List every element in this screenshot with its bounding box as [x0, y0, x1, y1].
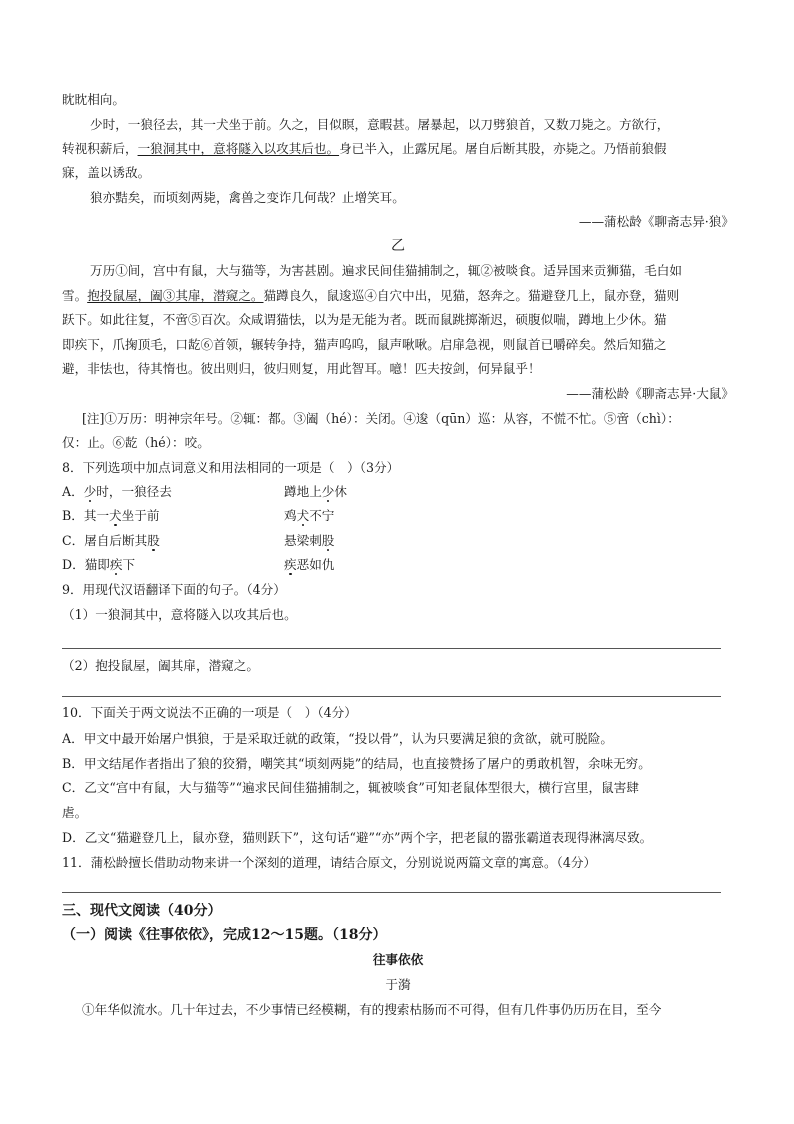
- passage-b-line-3: [62, 311, 734, 328]
- subsection-heading: （一）阅读《往事依依》，完成12～15题。（18分）: [62, 927, 387, 943]
- text-run: 下，爪掬顶毛，口龁⑥首领，辗转争持，猫声呜呜，鼠声啾啾。启扉急视，则鼠首已嚼碎矣。然后知猫之: [87, 337, 667, 352]
- text-run: 不宁: [309, 508, 335, 523]
- question-9-sentence-2: （2）抱投鼠屋，阖其扉，潜窥之。: [62, 658, 259, 673]
- text-run: 鸡: [284, 508, 297, 523]
- question-8-option-c-compare: [284, 532, 334, 549]
- answer-line[interactable]: [62, 648, 721, 649]
- question-10-option-a: A．甲文中最开始屠户惧狼，于是采取迁就的政策，“投以骨”，认为只要满足狼的贪欲，就可脱险。: [62, 731, 613, 746]
- text-run: 坐于前: [121, 508, 160, 523]
- dotted-word: 疾: [74, 337, 88, 352]
- option-label: A．: [62, 484, 84, 499]
- question-8-stem: 8．下列选项中加点词意义和用法相同的一项是（ ）（3分）: [62, 460, 400, 475]
- dotted-word: 股: [321, 533, 335, 548]
- text-run: 跃下。如此往复，不啻⑤百次。众咸谓猫怯，以为是无能为者。既而鼠跳掷渐迟，硕腹似喘，蹲地上少: [62, 312, 629, 327]
- option-label: D．: [62, 557, 85, 572]
- underlined-sentence: 抱投鼠屋，阖③其扉，潜窥之。: [87, 288, 264, 303]
- question-9-sentence-1: （1）一狼洞其中，意将隧入以攻其后也。: [62, 607, 297, 622]
- dotted-word: 犬: [296, 508, 310, 523]
- text-run: 猫即: [84, 557, 110, 572]
- text-run: 屠自后断其: [84, 533, 148, 548]
- question-8-option-a: [62, 483, 172, 500]
- text-run: 休: [334, 484, 347, 499]
- question-8-option-d: [62, 556, 135, 573]
- dotted-word: 少: [83, 484, 97, 499]
- passage-b-source: ——蒲松龄《聊斋志异·大鼠》: [566, 386, 734, 401]
- passage-b-line-2: [62, 287, 734, 304]
- dotted-word: 少: [321, 484, 335, 499]
- passage-a-paragraph-2: 狼亦黠矣，而顷刻两毙，禽兽之变诈几何哉？止增笑耳。: [90, 190, 405, 205]
- text-run: 猫蹲良久，鼠逡巡④自穴中出，见猫，怒奔之。猫避登几上，鼠亦登，猫则: [263, 288, 680, 303]
- dotted-word: 休: [628, 312, 642, 327]
- question-9-stem: 9．用现代汉语翻译下面的句子。（4分）: [62, 582, 286, 597]
- section-heading: 三、现代文阅读（40分）: [62, 903, 222, 919]
- passage-a-paragraph-1-line-3: 寐，盖以诱敌。: [62, 165, 151, 180]
- question-8-option-b-compare: [284, 507, 334, 524]
- passage-b-line-5: 避，非怯也，待其惰也。彼出则归，彼归则复，用此智耳。噫！匹夫按剑，何异鼠乎！: [62, 361, 541, 376]
- passage-b-title: 乙: [391, 238, 405, 254]
- text-run: 悬梁刺: [284, 533, 322, 548]
- article-title: 往事依依: [372, 952, 424, 967]
- option-label: C．: [62, 533, 85, 548]
- text-run: 坐于前。久之，目似瞑，意暇甚。屠暴起，以刀劈狼首，又数刀毙之。方欲行，: [228, 117, 670, 132]
- article-paragraph-1: ①年华似流水。几十年过去，不少事情已经模糊，有的搜索枯肠而不可得，但有几件事仍历历在目，至今: [82, 1002, 662, 1017]
- question-10-option-d: D．乙文“猫避登几上，鼠亦登，猫则跃下”，这句话“避”“亦”两个字，把老鼠的嚣张霸道表现得淋漓尽致。: [62, 830, 653, 845]
- answer-line[interactable]: [62, 696, 721, 697]
- dotted-word: 犬: [109, 508, 122, 523]
- passage-b-line-1: 万历①间，宫中有鼠，大与猫等，为害甚剧。遍求民间佳猫捕制之，辄②被啖食。适异国来贡狮猫，毛白如: [90, 263, 682, 278]
- answer-line[interactable]: [62, 892, 721, 893]
- text-run: 蹲地上: [284, 484, 322, 499]
- passage-a-line: 眈眈相向。: [62, 92, 125, 107]
- text-run: 转视积薪后，: [62, 141, 138, 156]
- passage-b-line-4: [62, 336, 734, 353]
- text-run: 下: [122, 557, 136, 572]
- text-run: 时，一狼径去，其一: [102, 117, 216, 132]
- dotted-word: 犬: [215, 117, 229, 132]
- passage-a-source: ——蒲松龄《聊斋志异·狼》: [578, 214, 734, 229]
- text-run: 恶如仇: [296, 557, 335, 572]
- text-run: 时，一狼径去: [96, 484, 172, 499]
- dotted-word: 少: [90, 117, 103, 132]
- dotted-word: 疾: [284, 557, 297, 572]
- question-10-option-c-continued: 虐。: [62, 805, 88, 820]
- passage-a-paragraph-1-line-2: [62, 140, 734, 157]
- dotted-word: 股: [147, 533, 160, 548]
- dotted-word: 疾: [109, 557, 123, 572]
- question-10-stem: 10．下面关于两文说法不正确的一项是（ ）（4分）: [62, 705, 357, 720]
- text-run: 。猫: [641, 312, 667, 327]
- question-11-stem: 11．蒲松龄擅长借助动物来讲一个深刻的道理，请结合原文，分别说说两篇文章的寓意。（4分）: [62, 855, 597, 870]
- text-run: 身已半入，止露尻尾。屠自后断其股，亦毙之。乃悟前狼假: [339, 141, 667, 156]
- article-author: 于漪: [385, 977, 411, 992]
- question-10-option-c: C．乙文“宫中有鼠，大与猫等”“遍求民间佳猫捕制之，辄被啖食”可知老鼠体型很大，横行宫里，鼠害肆: [62, 780, 639, 795]
- question-10-option-b: B．甲文结尾作者指出了狼的狡猾，嘲笑其“顷刻两毙”的结局，也直接赞扬了屠户的勇敢机智，余味无穷。: [62, 756, 651, 771]
- text-run: 其一: [83, 508, 110, 523]
- passage-a-paragraph-1-line-1: [90, 116, 734, 133]
- question-8-option-a-compare: [284, 483, 347, 500]
- question-8-option-b: [62, 507, 159, 524]
- option-label: B．: [62, 508, 84, 523]
- underlined-sentence: 一狼洞其中，意将隧入以攻其后也。: [137, 141, 340, 156]
- text-run: 即: [62, 337, 75, 352]
- text-run: 雪。: [62, 288, 88, 303]
- question-8-option-c: [62, 532, 160, 549]
- footnote-line-1: [注]①万历：明神宗年号。②辄：都。③阖（hé）：关闭。④逡（qūn）巡：从容，不慌不忙。⑤啻（chì）：: [82, 411, 680, 426]
- question-8-option-d-compare: [284, 556, 334, 573]
- footnote-line-2: 仅：止。⑥龁（hé）：咬。: [62, 435, 210, 450]
